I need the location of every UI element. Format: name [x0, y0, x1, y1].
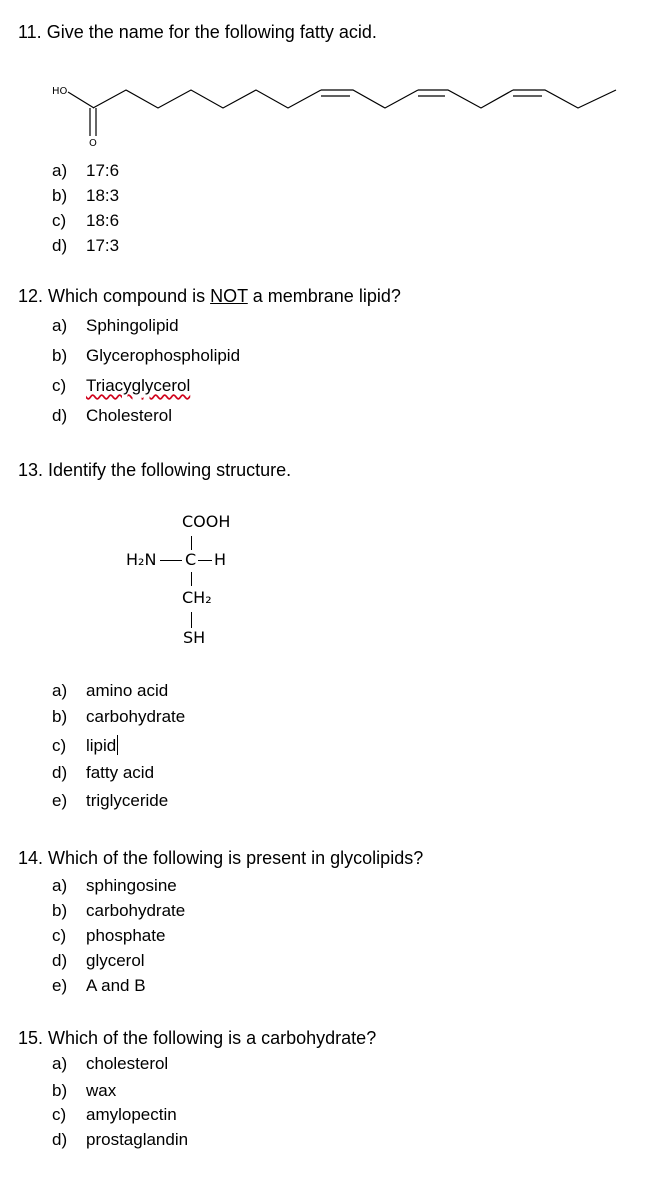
question-11-text: 11. Give the name for the following fatty acid.: [18, 22, 377, 42]
not-emphasis: NOT: [210, 286, 248, 306]
q14-option-d[interactable]: d) glycerol: [52, 951, 145, 970]
bond-middle: [191, 572, 192, 586]
q12-option-d[interactable]: d) Cholesterol: [52, 406, 172, 425]
q12-option-b[interactable]: b) Glycerophospholipid: [52, 346, 241, 365]
carbonyl-oxygen-label: O: [89, 138, 97, 149]
q14-option-c[interactable]: c) phosphate: [52, 926, 166, 945]
amino-group-label: H₂N: [126, 550, 157, 569]
q12-option-a[interactable]: a) Sphingolipid: [52, 316, 179, 335]
bond-right: [198, 560, 212, 561]
q11-option-a[interactable]: a) 17:6: [52, 161, 120, 180]
q14-option-b[interactable]: b) carbohydrate: [52, 901, 186, 920]
alpha-carbon-label: C: [185, 550, 197, 569]
hydrogen-label: H: [214, 550, 227, 569]
carboxyl-group-label: COOH: [182, 512, 231, 531]
q11-option-b[interactable]: b) 18:3: [52, 186, 120, 205]
q14-option-a[interactable]: a) sphingosine: [52, 876, 177, 895]
bond-left: [160, 560, 182, 561]
q14-option-e[interactable]: e) A and B: [52, 976, 146, 995]
spellcheck-underline: Triacyglycerol: [86, 376, 191, 395]
thiol-label: SH: [183, 628, 206, 647]
q11-option-c[interactable]: c) 18:6: [52, 211, 120, 230]
q15-option-b[interactable]: b) wax: [52, 1081, 117, 1100]
q15-option-c[interactable]: c) amylopectin: [52, 1105, 177, 1124]
question-15-text: 15. Which of the following is a carbohydrate?: [18, 1028, 377, 1048]
q13-option-a[interactable]: a) amino acid: [52, 681, 169, 700]
question-12-text: 12. Which compound is NOT a membrane lipid?: [18, 286, 401, 306]
q12-option-c[interactable]: c) Triacyglycerol: [52, 376, 191, 395]
hydroxyl-label: HO: [52, 86, 68, 97]
text-cursor: [117, 735, 118, 755]
q11-option-d[interactable]: d) 17:3: [52, 236, 120, 255]
q13-option-c[interactable]: c) lipid: [52, 736, 117, 755]
bond-top: [191, 536, 192, 550]
question-14-text: 14. Which of the following is present in glycolipids?: [18, 848, 424, 868]
fatty-acid-structure: [0, 76, 656, 152]
q15-option-a[interactable]: a) cholesterol: [52, 1054, 169, 1073]
q13-option-b[interactable]: b) carbohydrate: [52, 707, 186, 726]
q13-option-e[interactable]: e) triglyceride: [52, 791, 169, 810]
q13-option-d[interactable]: d) fatty acid: [52, 763, 155, 782]
question-13-text: 13. Identify the following structure.: [18, 460, 292, 480]
methylene-label: CH₂: [182, 588, 212, 607]
bond-bottom: [191, 612, 192, 628]
q15-option-d[interactable]: d) prostaglandin: [52, 1130, 189, 1149]
